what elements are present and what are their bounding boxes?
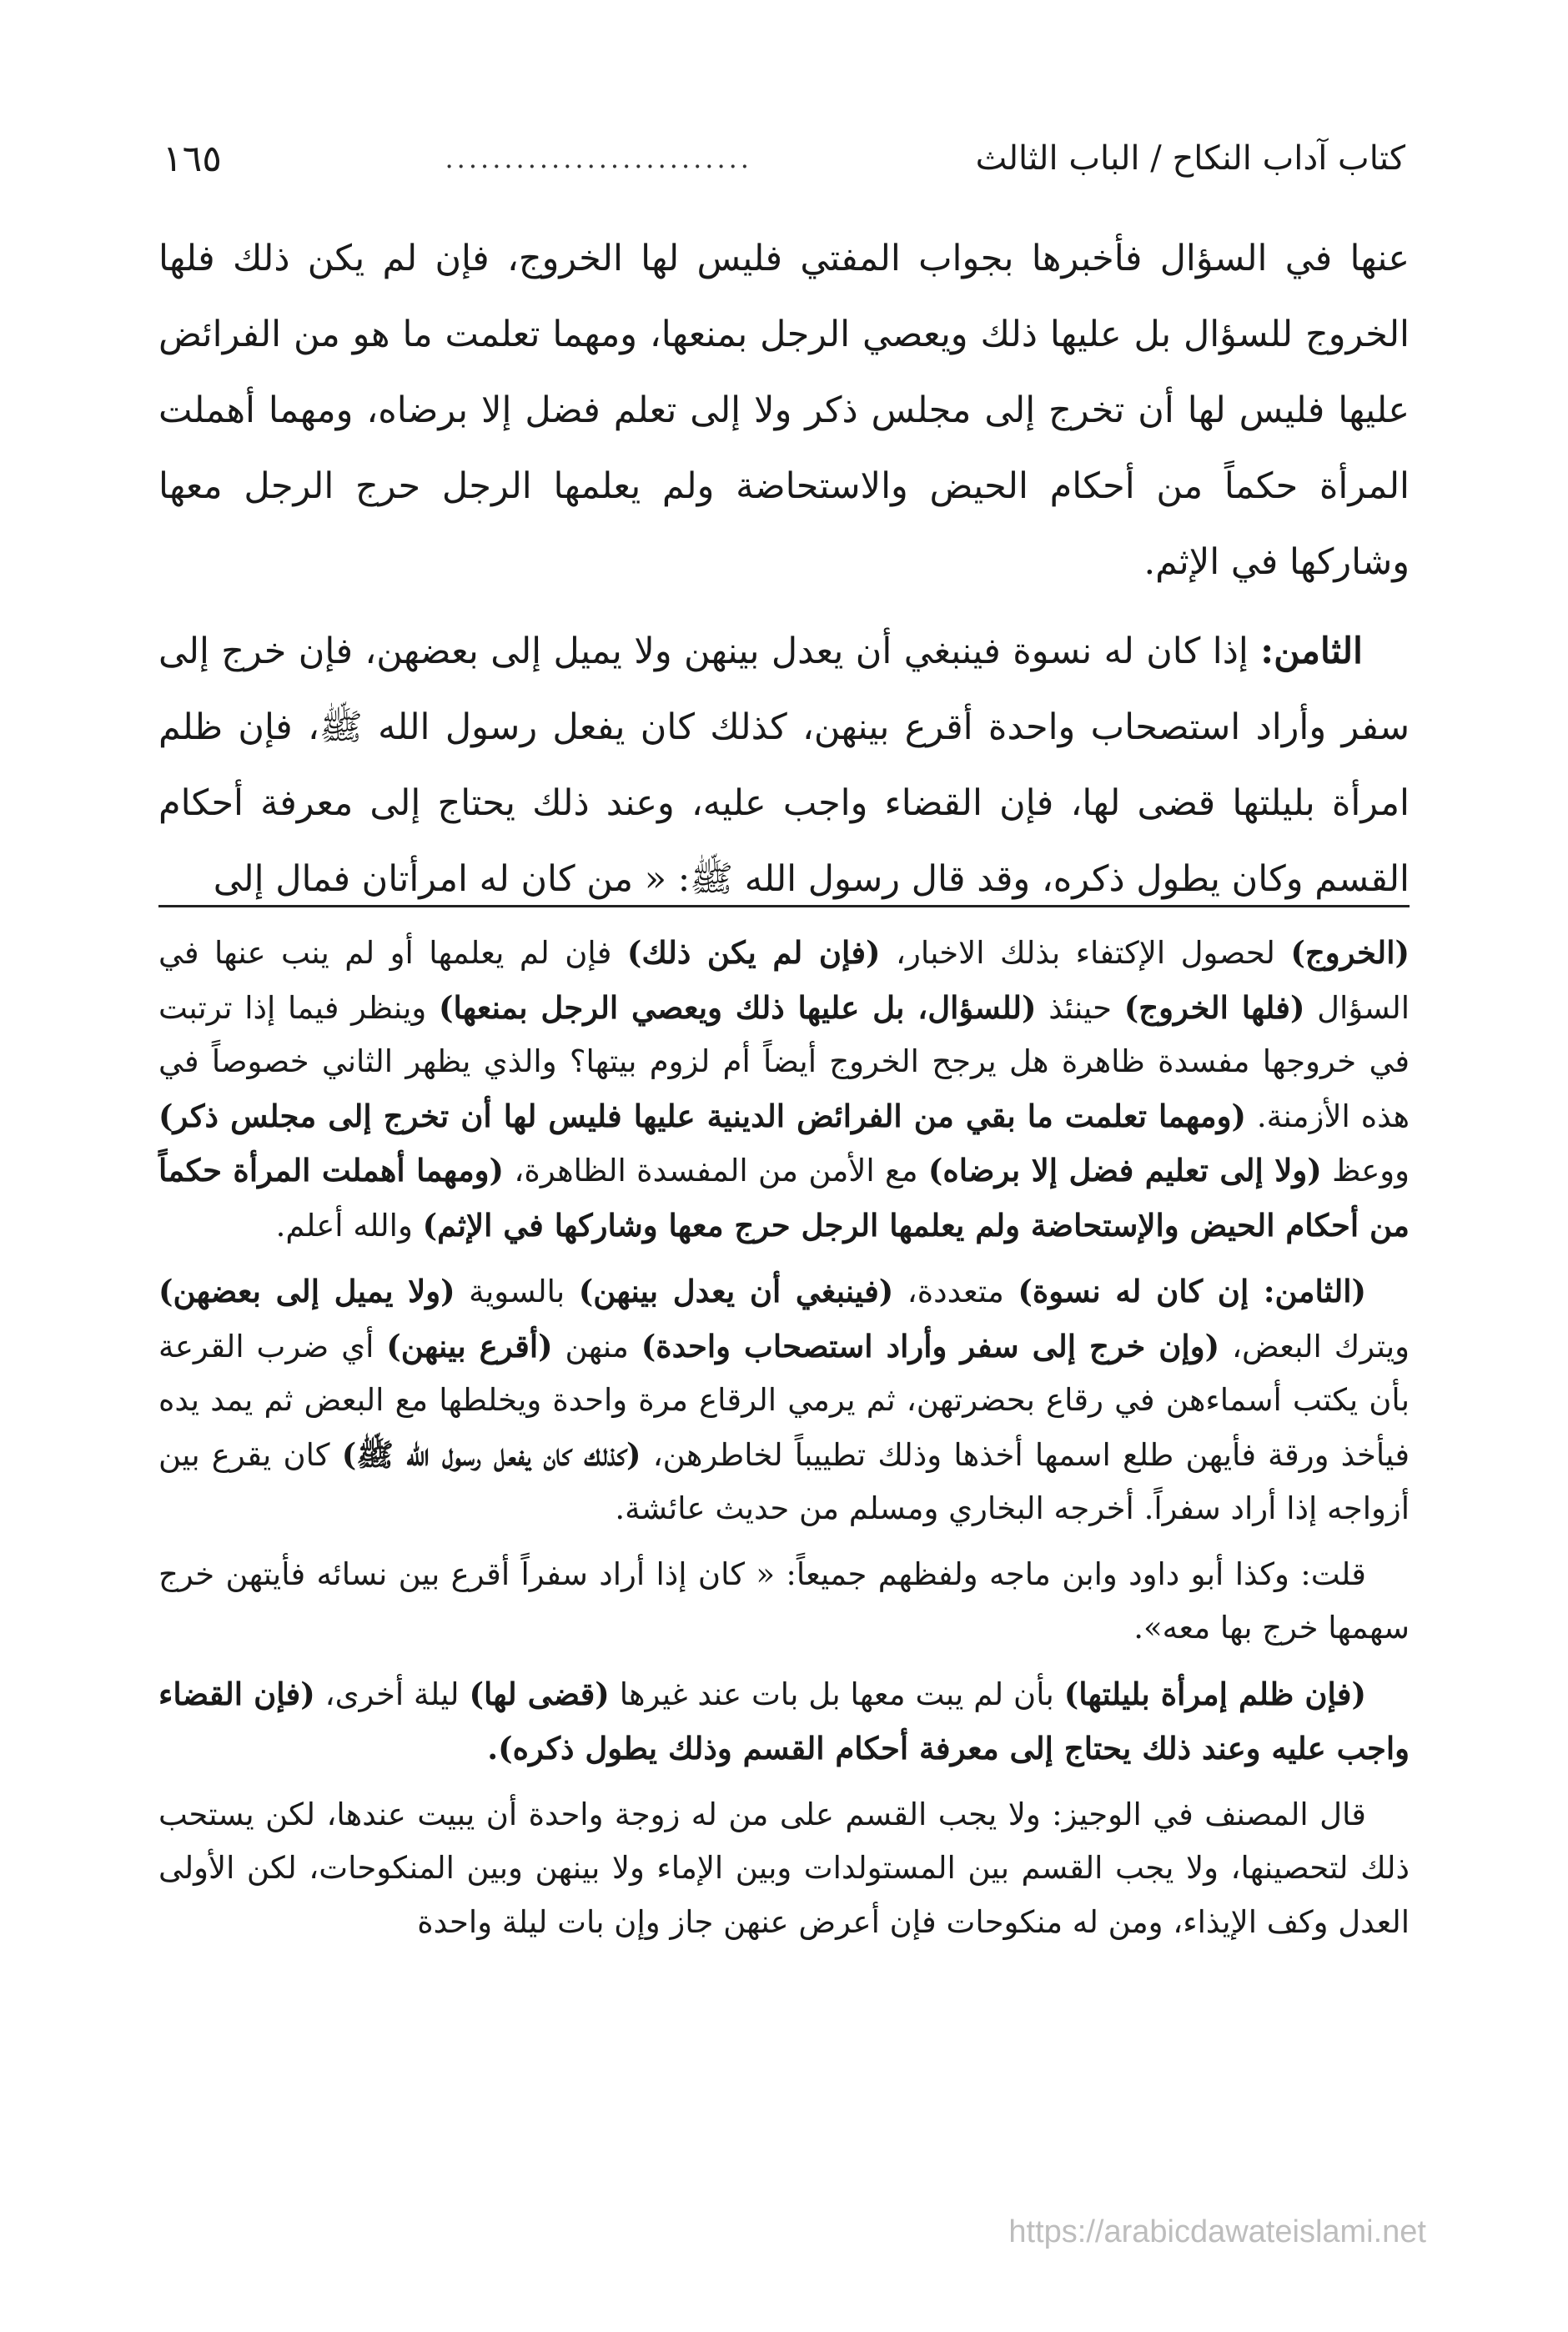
bold-quote: (قضى لها)	[469, 1675, 610, 1712]
bold-quote: (فإن لم يكن ذلك)	[626, 934, 881, 971]
note-paragraph	[158, 1548, 1410, 1656]
bold-quote: (فإن القضاء واجب عليه وعند ذلك يحتاج إلى معرفة أحكام القسم وذلك يطول ذكره).	[158, 1675, 1410, 1767]
note-text: لحصول الإكتفاء بذلك الاخبار،	[880, 935, 1291, 971]
note-text: بالسوية	[455, 1274, 579, 1309]
bold-quote: (فإن ظلم إمرأة بليلتها)	[1063, 1675, 1366, 1712]
note-text: ويترك البعض،	[1219, 1328, 1410, 1365]
bold-quote: (كذلك كان يفعل رسول الله ﷺ)	[341, 1435, 641, 1473]
main-paragraph-2	[158, 614, 1410, 917]
note-paragraph	[158, 1264, 1410, 1536]
bold-quote: (وإن خرج إلى سفر وأراد استصحاب واحدة)	[641, 1327, 1220, 1365]
bold-quote: (ومهما أهملت المرأة حكماً من أحكام الحيض والإستحاضة ولم يعلمها الرجل حرج معها وشاركها في الإثم)	[158, 1152, 1410, 1244]
commentary-notes	[158, 926, 1410, 1961]
bold-quote: (ومهما تعلمت ما بقي من الفرائض الدينية عليها فليس لها أن تخرج إلى مجلس ذكر)	[158, 1097, 1246, 1134]
note-text: وينظر فيما إذا ترتبت في خروجها مفسدة ظاهرة هل يرجح الخروج أيضاً أم لزوم بيتها؟ والذي يظهر الثاني خصوصاً في هذه الأزمنة.	[158, 989, 1410, 1134]
note-text: أي ضرب القرعة بأن يكتب أسماءهن في رقاع بحضرتهن، ثم يرمي الرقاع مرة واحدة ويخلطها مع البعض ثم يمد يده فيأخذ ورقة فأيهن طلع اسمها أخذها وذلك تطييباً لخاطرهن،	[158, 1328, 1410, 1473]
footnote-divider	[158, 905, 1410, 907]
bold-quote: (فلها الخروج)	[1123, 988, 1305, 1026]
note-text: فإن لم يعلمها أو لم ينب عنها في السؤال	[158, 935, 1410, 1026]
bold-quote: (ولا يميل إلى بعضهن)	[158, 1273, 455, 1309]
section-lead: الثامن:	[1260, 631, 1363, 672]
note-paragraph	[158, 926, 1410, 1253]
note-text: والله أعلم.	[275, 1207, 423, 1244]
note-text: بأن لم يبت معها بل بات عند غيرها	[609, 1676, 1064, 1712]
page-number: ١٦٥	[163, 137, 222, 180]
note-text: قال المصنف في الوجيز: ولا يجب القسم على من له زوجة واحدة أن يبيت عندها، لكن يستحب ذلك لتحصينها، ولا يجب القسم بين المستولدات وبين الإماء ولا بينهن وبين المنكوحات، لكن الأولى العدل وكف الإيذاء، ومن له منكوحات فإن أعرض عنهن جاز وإن بات ليلة واحدة	[158, 1796, 1410, 1940]
bold-quote: (ولا إلى تعليم فضل إلا برضاه)	[927, 1152, 1322, 1189]
note-text: ووعظ	[1321, 1153, 1410, 1189]
bold-quote: (للسؤال، بل عليها ذلك ويعصي الرجل بمنعها)	[438, 988, 1037, 1026]
note-text: مع الأمن من المفسدة الظاهرة،	[504, 1153, 928, 1189]
bold-quote: (أقرع بينهن)	[386, 1327, 553, 1365]
note-text: ليلة أخرى،	[314, 1676, 470, 1712]
running-header	[163, 125, 1405, 192]
note-paragraph	[158, 1667, 1410, 1777]
note-text: قلت: وكذا أبو داود وابن ماجه ولفظهم جميعاً: « كان إذا أراد سفراً أقرع بين نسائه فأيتهن خرج سهمها خرج بها معه».	[158, 1556, 1410, 1646]
running-title: كتاب آداب النكاح / الباب الثالث	[975, 139, 1405, 178]
bold-quote: (فينبغي أن يعدل بينهن)	[578, 1273, 894, 1309]
note-text: منهن	[552, 1328, 641, 1365]
header-leader-dots: ..........................	[445, 143, 752, 174]
bold-quote: (الخروج)	[1290, 934, 1410, 971]
note-text: كان يقرع بين أزواجه إذا أراد سفراً. أخرجه البخاري ومسلم من حديث عائشة.	[158, 1436, 1410, 1526]
note-text: متعددة،	[893, 1274, 1018, 1309]
main-paragraph-2-body: إذا كان له نسوة فينبغي أن يعدل بينهن ولا يميل إلى بعضهن، فإن خرج إلى سفر وأراد استصحاب واحدة أقرع بينهن، كذلك كان يفعل رسول الله ﷺ، فإن ظلم امرأة بليلتها قضى لها، فإن القضاء واجب عليه، وعند ذلك يحتاج إلى معرفة أحكام القسم وكان يطول ذكره، وقد قال رسول الله ﷺ: « من كان له امرأتان فمال إلى	[158, 631, 1410, 900]
note-paragraph	[158, 1788, 1410, 1950]
main-paragraph-1: عنها في السؤال فأخبرها بجواب المفتي فليس لها الخروج، فإن لم يكن ذلك فلها الخروج للسؤال بل عليها ذلك ويعصي الرجل بمنعها، ومهما تعلمت ما هو من الفرائض عليها فليس لها أن تخرج إلى مجلس ذكر ولا إلى تعلم فضل إلا برضاه، ومهما أهملت المرأة حكماً من أحكام الحيض والاستحاضة ولم يعلمها الرجل حرج الرجل معها وشاركها في الإثم.	[158, 238, 1410, 583]
bold-quote: (الثامن: إن كان له نسوة)	[1018, 1273, 1366, 1309]
watermark-url: https://arabicdawateislami.net	[1008, 2214, 1426, 2249]
note-text: حينئذ	[1036, 989, 1124, 1026]
main-text	[158, 221, 1410, 931]
